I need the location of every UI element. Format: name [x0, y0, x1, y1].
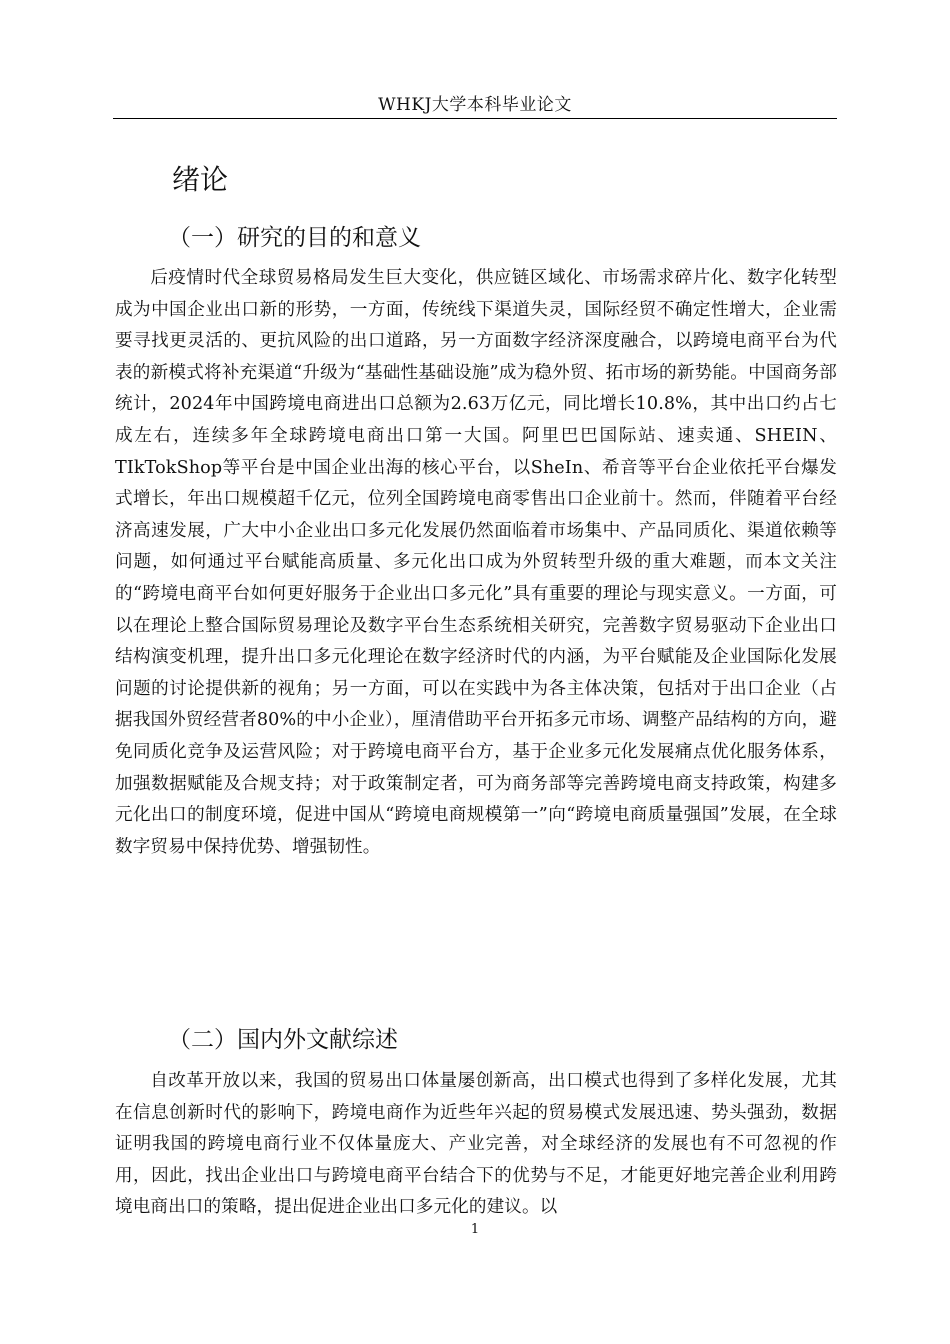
body-paragraph: 自改革开放以来，我国的贸易出口体量屡创新高，出口模式也得到了多样化发展，尤其在信息创新时代的影响下，跨境电商作为近些年兴起的贸易模式发展迅速、势头强劲，数据证明我国的跨境电商行业不仅体量庞大、产业完善，对全球经济的发展也有不可忽视的作用，因此，找出企业出口与跨境电商平台结合下的优势与不足，才能更好地完善企业利用跨境电商出口的策略，提出促进企业出口多元化的建议。以 — [115, 1071, 837, 1218]
header-rule — [113, 118, 837, 119]
chapter-title: 绪论 — [172, 163, 229, 196]
running-header: WHKJ大学本科毕业论文 — [378, 95, 572, 115]
section-title-literature-review: （二）国内外文献综述 — [168, 1027, 398, 1053]
page-number: 1 — [470, 1222, 480, 1237]
body-paragraph: 后疫情时代全球贸易格局发生巨大变化，供应链区域化、市场需求碎片化、数字化转型成为中国企业出口新的形势，一方面，传统线下渠道失灵，国际经贸不确定性增大，企业需要寻找更灵活的、更抗风险的出口道路，另一方面数字经济深度融合，以跨境电商平台为代表的新模式将补充渠道“升级为“基础性基础设施”成为稳外贸、拓市场的新势能。中国商务部统计，2024年中国跨境电商进出口总额为2.63万亿元，同比增长10.8%，其中出口约占七成左右，连续多年全球跨境电商出口第一大国。阿里巴巴国际站、速卖通、SHEIN、TIkTokShop等平台是中国企业出海的核心平台，以SheIn、希音等平台企业依托平台爆发式增长，年出口规模超千亿元，位列全国跨境电商零售出口企业前十。然而，伴随着平台经济高速发展，广大中小企业出口多元化发展仍然面临着市场集中、产品同质化、渠道依赖等问题，如何通过平台赋能高质量、多元化出口成为外贸转型升级的重大难题，而本文关注的“跨境电商平台如何更好服务于企业出口多元化”具有重要的理论与现实意义。一方面，可以在理论上整合国际贸易理论及数字平台生态系统相关研究，完善数字贸易驱动下企业出口结构演变机理，提升出口多元化理论在数字经济时代的内涵，为平台赋能及企业国际化发展问题的讨论提供新的视角；另一方面，可以在实践中为各主体决策，包括对于出口企业（占据我国外贸经营者80%的中小企业），厘清借助平台开拓多元市场、调整产品结构的方向，避免同质化竞争及运营风险；对于跨境电商平台方，基于企业多元化发展痛点优化服务体系，加强数据赋能及合规支持；对于政策制定者，可为商务部等完善跨境电商支持政策，构建多元化出口的制度环境，促进中国从“跨境电商规模第一”向“跨境电商质量强国”发展，在全球数字贸易中保持优势、增强韧性。 — [115, 268, 837, 857]
section-title-purpose: （一）研究的目的和意义 — [168, 225, 421, 251]
